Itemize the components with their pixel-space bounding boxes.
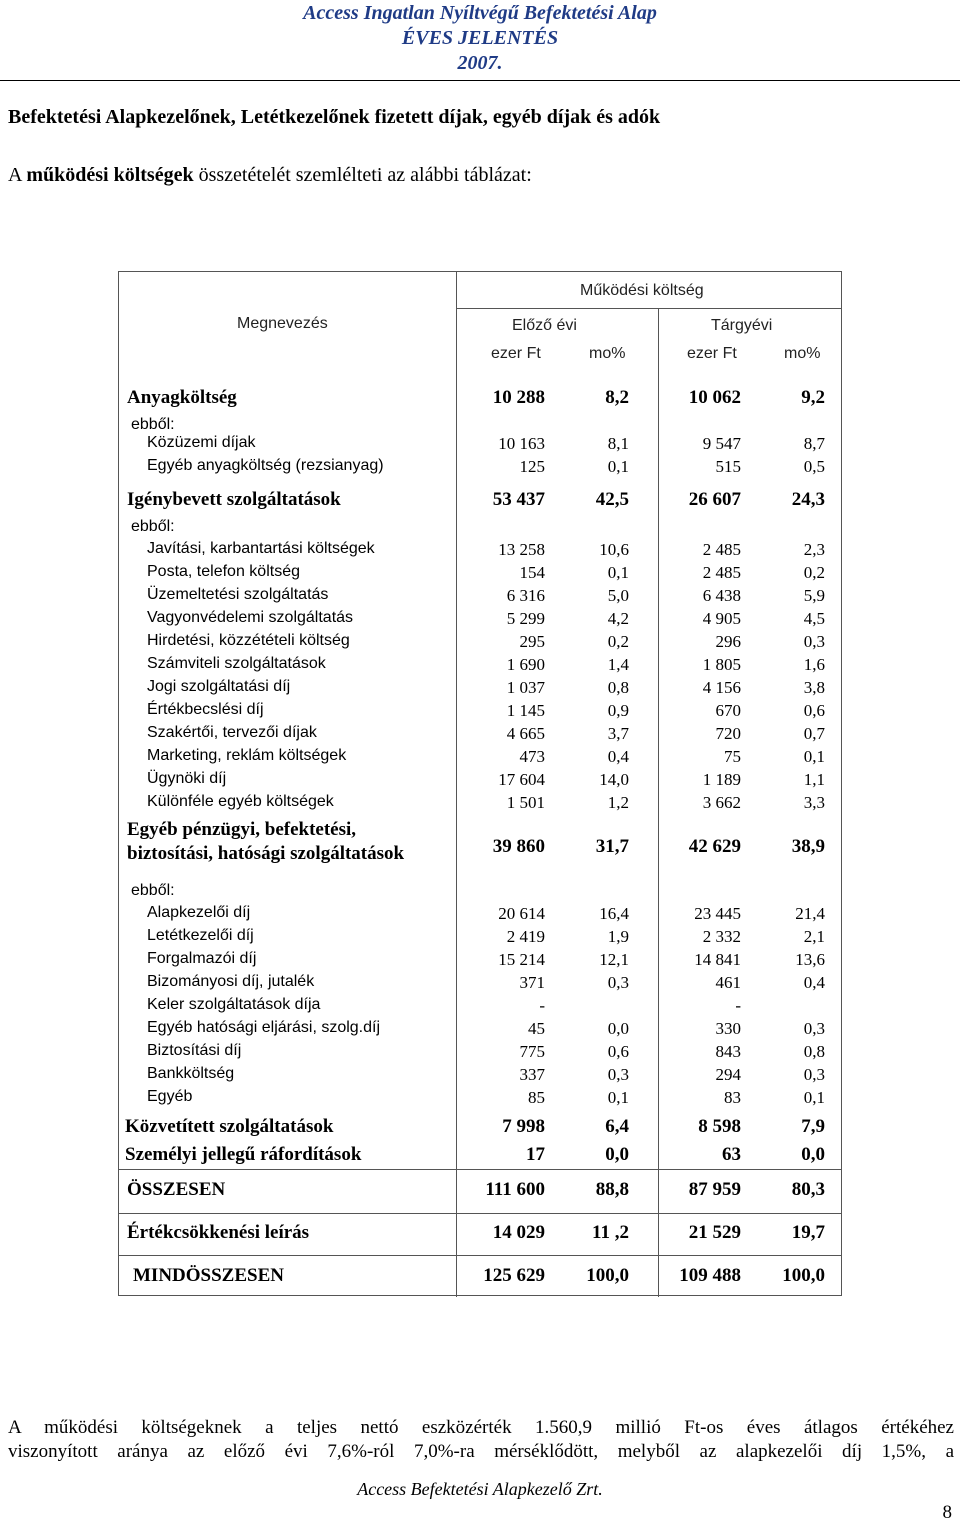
cell-curr-pct: 13,6 [795, 950, 825, 969]
row-label: Biztosítási díj [147, 1042, 242, 1059]
cell-curr-ft: 9 547 [702, 434, 741, 453]
cell-prev-ft: 1 501 [506, 793, 545, 812]
row-label: Közüzemi díjak [147, 434, 256, 451]
cell-curr-ft: 63 [722, 1144, 741, 1165]
cell-prev-ft: 6 316 [506, 586, 545, 605]
row-label: Anyagköltség [127, 387, 237, 408]
cell-prev-ft: 14 029 [492, 1222, 545, 1243]
unit-prev-ft: ezer Ft [491, 345, 541, 362]
row-label: biztosítási, hatósági szolgáltatások [127, 843, 405, 864]
cell-prev-pct: 16,4 [599, 904, 629, 923]
row-label: Bankköltség [147, 1065, 235, 1082]
cell-prev-ft: 154 [519, 563, 545, 582]
cell-prev-ft: 775 [519, 1042, 545, 1061]
cell-prev-pct: 100,0 [586, 1265, 629, 1286]
col-header-name: Megnevezés [237, 315, 328, 332]
footer-paragraph-line: A működési költségeknek a teljes nettó eszközérték 1.560,9 millió Ft-os éves átlagos értékéhez [8, 1417, 954, 1438]
cell-prev-ft: 10 288 [492, 387, 545, 408]
cell-prev-ft: 337 [519, 1065, 545, 1084]
row-label: Különféle egyéb költségek [147, 793, 334, 810]
cell-curr-pct: 2,1 [803, 927, 825, 946]
row-label: Posta, telefon költség [147, 563, 300, 580]
cell-curr-ft: 4 905 [702, 609, 741, 628]
cell-curr-ft: 3 662 [702, 793, 741, 812]
cell-prev-ft: 13 258 [498, 540, 545, 559]
cell-prev-pct: 4,2 [607, 609, 629, 628]
cell-curr-ft: - [735, 996, 741, 1015]
cell-curr-pct: 1,1 [803, 770, 825, 789]
cell-curr-ft: 515 [715, 457, 741, 476]
row-label: Igénybevett szolgáltatások [127, 489, 341, 510]
cell-prev-pct: 3,7 [607, 724, 629, 743]
cell-prev-pct: 0,1 [607, 1088, 629, 1107]
cell-curr-ft: 6 438 [702, 586, 741, 605]
cell-curr-pct: 0,3 [803, 1019, 825, 1038]
table-hline [119, 1255, 842, 1256]
cell-prev-pct: 0,1 [607, 457, 629, 476]
cell-curr-ft: 330 [715, 1019, 741, 1038]
cell-prev-pct: 14,0 [599, 770, 629, 789]
cell-prev-ft: 295 [519, 632, 545, 651]
cell-prev-pct: 0,0 [605, 1144, 629, 1165]
cell-curr-pct: 0,8 [803, 1042, 825, 1061]
cell-curr-ft: 83 [724, 1088, 741, 1107]
cell-prev-ft: 125 629 [483, 1265, 545, 1286]
cell-prev-pct: 10,6 [599, 540, 629, 559]
table-vline [658, 308, 659, 1297]
cell-curr-pct: 0,2 [803, 563, 825, 582]
cell-curr-pct: 3,3 [803, 793, 825, 812]
cell-curr-ft: 670 [715, 701, 741, 720]
section-title: Befektetési Alapkezelőnek, Letétkezelőnek fizetett díjak, egyéb díjak és adók [8, 106, 661, 128]
cell-prev-ft: 7 998 [502, 1116, 545, 1137]
cell-prev-pct: 0,3 [607, 973, 629, 992]
row-label: Egyéb [147, 1088, 193, 1105]
cell-curr-ft: 8 598 [698, 1116, 741, 1137]
cell-prev-ft: 1 145 [506, 701, 545, 720]
header-divider [0, 80, 960, 81]
row-label: Értékcsökkenési leírás [127, 1222, 310, 1243]
operating-cost-table [118, 271, 842, 1296]
cell-curr-pct: 0,1 [803, 1088, 825, 1107]
cell-prev-pct: 11 ,2 [592, 1222, 629, 1243]
cell-prev-pct: 8,2 [605, 387, 629, 408]
cell-curr-pct: 80,3 [791, 1179, 825, 1200]
cell-prev-ft: 371 [519, 973, 545, 992]
cell-prev-ft: 17 [526, 1144, 545, 1165]
cell-prev-ft: 39 860 [492, 836, 545, 857]
cell-curr-pct: 2,3 [803, 540, 825, 559]
unit-curr-pct: mo% [784, 345, 821, 362]
cell-prev-pct: 42,5 [595, 489, 629, 510]
row-label: Alapkezelői díj [147, 904, 251, 921]
row-label: ÖSSZESEN [127, 1179, 226, 1200]
cell-prev-pct: 1,9 [607, 927, 629, 946]
cell-prev-pct: 0,2 [607, 632, 629, 651]
row-label: Üzemeltetési szolgáltatás [147, 586, 329, 603]
cell-prev-pct: 88,8 [595, 1179, 629, 1200]
cell-curr-pct: 0,3 [803, 1065, 825, 1084]
cell-prev-pct: 0,6 [607, 1042, 629, 1061]
row-label: Marketing, reklám költségek [147, 747, 347, 764]
cell-curr-ft: 42 629 [688, 836, 741, 857]
cell-curr-pct: 0,1 [803, 747, 825, 766]
cell-prev-ft: 45 [528, 1019, 545, 1038]
row-label: Személyi jellegű ráfordítások [125, 1144, 362, 1165]
cell-prev-ft: 2 419 [506, 927, 545, 946]
cell-curr-pct: 9,2 [801, 387, 825, 408]
table-hline [119, 1169, 842, 1170]
cell-curr-pct: 0,3 [803, 632, 825, 651]
cell-curr-ft: 87 959 [688, 1179, 741, 1200]
cell-prev-pct: 0,8 [607, 678, 629, 697]
cell-prev-pct: 31,7 [595, 836, 629, 857]
cell-prev-pct: 1,4 [607, 655, 629, 674]
cell-curr-ft: 75 [724, 747, 741, 766]
subitem-label: ebből: [131, 882, 175, 899]
cell-curr-pct: 1,6 [803, 655, 825, 674]
cell-curr-pct: 0,5 [803, 457, 825, 476]
cell-curr-ft: 720 [715, 724, 741, 743]
cell-prev-ft: 125 [519, 457, 545, 476]
footer-paragraph-line: viszonyított aránya az előző évi 7,6%-ról 7,0%-ra mérséklődött, melyből az alapkezelői díj 1,5%, a [8, 1441, 954, 1462]
cell-prev-ft: 53 437 [492, 489, 545, 510]
cell-curr-ft: 26 607 [688, 489, 741, 510]
cell-curr-pct: 7,9 [801, 1116, 825, 1137]
report-header-fund-name: Access Ingatlan Nyíltvégű Befektetési Alap [303, 2, 657, 24]
row-label: Értékbecslési díj [147, 701, 264, 718]
cell-prev-pct: 0,1 [607, 563, 629, 582]
cell-curr-ft: 109 488 [679, 1265, 741, 1286]
cell-prev-pct: 0,9 [607, 701, 629, 720]
footer-company: Access Befektetési Alapkezelő Zrt. [357, 1479, 603, 1499]
table-vline [456, 272, 457, 1297]
row-label: Ügynöki díj [147, 770, 227, 787]
cell-curr-pct: 8,7 [803, 434, 825, 453]
cell-prev-ft: - [539, 996, 545, 1015]
cell-prev-ft: 10 163 [498, 434, 545, 453]
subitem-label: ebből: [131, 518, 175, 535]
cell-prev-pct: 5,0 [607, 586, 629, 605]
cell-prev-ft: 15 214 [498, 950, 545, 969]
row-label: Számviteli szolgáltatások [147, 655, 326, 672]
unit-curr-ft: ezer Ft [687, 345, 737, 362]
cell-curr-ft: 23 445 [694, 904, 741, 923]
col-header-curr: Tárgyévi [711, 317, 773, 334]
cell-curr-ft: 461 [715, 973, 741, 992]
cell-prev-ft: 4 665 [506, 724, 545, 743]
cell-curr-ft: 1 805 [702, 655, 741, 674]
row-label: Forgalmazói díj [147, 950, 257, 967]
cell-prev-pct: 1,2 [607, 793, 629, 812]
cell-prev-ft: 473 [519, 747, 545, 766]
cell-curr-ft: 14 841 [694, 950, 741, 969]
col-header-group: Működési költség [580, 282, 704, 299]
cell-curr-pct: 0,0 [801, 1144, 825, 1165]
cell-prev-ft: 85 [528, 1088, 545, 1107]
cell-prev-pct: 0,0 [607, 1019, 629, 1038]
cell-curr-pct: 19,7 [791, 1222, 825, 1243]
cell-prev-ft: 20 614 [498, 904, 545, 923]
unit-prev-pct: mo% [589, 345, 626, 362]
cell-curr-ft: 296 [715, 632, 741, 651]
cell-prev-pct: 8,1 [607, 434, 629, 453]
cell-curr-pct: 5,9 [803, 586, 825, 605]
cell-curr-ft: 10 062 [688, 387, 741, 408]
cell-curr-ft: 294 [715, 1065, 741, 1084]
subitem-label: ebből: [131, 416, 175, 433]
cell-prev-ft: 111 600 [485, 1179, 545, 1200]
cell-prev-pct: 0,3 [607, 1065, 629, 1084]
row-label: Egyéb hatósági eljárási, szolg.díj [147, 1019, 381, 1036]
row-label: Keler szolgáltatások díja [147, 996, 321, 1013]
row-label: Egyéb anyagköltség (rezsianyag) [147, 457, 384, 474]
row-label: Hirdetési, közzétételi költség [147, 632, 350, 649]
cell-curr-pct: 38,9 [791, 836, 825, 857]
col-header-prev: Előző évi [512, 317, 577, 334]
cell-curr-pct: 100,0 [782, 1265, 825, 1286]
cell-curr-pct: 0,4 [803, 973, 825, 992]
cell-curr-pct: 0,7 [803, 724, 825, 743]
cell-curr-pct: 0,6 [803, 701, 825, 720]
row-label: Egyéb pénzügyi, befektetési, [127, 819, 357, 840]
cell-prev-pct: 6,4 [605, 1116, 629, 1137]
cell-prev-ft: 5 299 [506, 609, 545, 628]
row-label: Bizományosi díj, jutalék [147, 973, 315, 990]
cell-curr-ft: 2 485 [702, 540, 741, 559]
row-label: Közvetített szolgáltatások [125, 1116, 334, 1137]
cell-prev-ft: 17 604 [498, 770, 545, 789]
row-label: MINDÖSSZESEN [133, 1265, 284, 1286]
report-header-title: ÉVES JELENTÉS [401, 27, 559, 49]
row-label: Javítási, karbantartási költségek [147, 540, 375, 557]
page-number: 8 [942, 1502, 952, 1523]
cell-prev-ft: 1 037 [506, 678, 545, 697]
intro-text: A működési költségek összetételét szemlélteti az alábbi táblázat: [8, 164, 532, 186]
cell-prev-pct: 12,1 [599, 950, 629, 969]
row-label: Jogi szolgáltatási díj [147, 678, 291, 695]
footer-paragraph [8, 1416, 954, 1464]
cell-prev-ft: 1 690 [506, 655, 545, 674]
cell-curr-ft: 2 332 [702, 927, 741, 946]
table-hline [456, 308, 842, 309]
row-label: Vagyonvédelemi szolgáltatás [147, 609, 354, 626]
cell-curr-ft: 21 529 [688, 1222, 741, 1243]
cell-curr-pct: 24,3 [791, 489, 825, 510]
report-header-year: 2007. [457, 52, 503, 74]
row-label: Szakértői, tervezői díjak [147, 724, 317, 741]
row-label: Letétkezelői díj [147, 927, 254, 944]
table-hline [119, 1213, 842, 1214]
cell-curr-ft: 4 156 [702, 678, 741, 697]
cell-curr-pct: 4,5 [803, 609, 825, 628]
cell-curr-ft: 843 [715, 1042, 741, 1061]
cell-prev-pct: 0,4 [607, 747, 629, 766]
cell-curr-ft: 1 189 [702, 770, 741, 789]
cell-curr-pct: 3,8 [803, 678, 825, 697]
cell-curr-ft: 2 485 [702, 563, 741, 582]
cell-curr-pct: 21,4 [795, 904, 825, 923]
